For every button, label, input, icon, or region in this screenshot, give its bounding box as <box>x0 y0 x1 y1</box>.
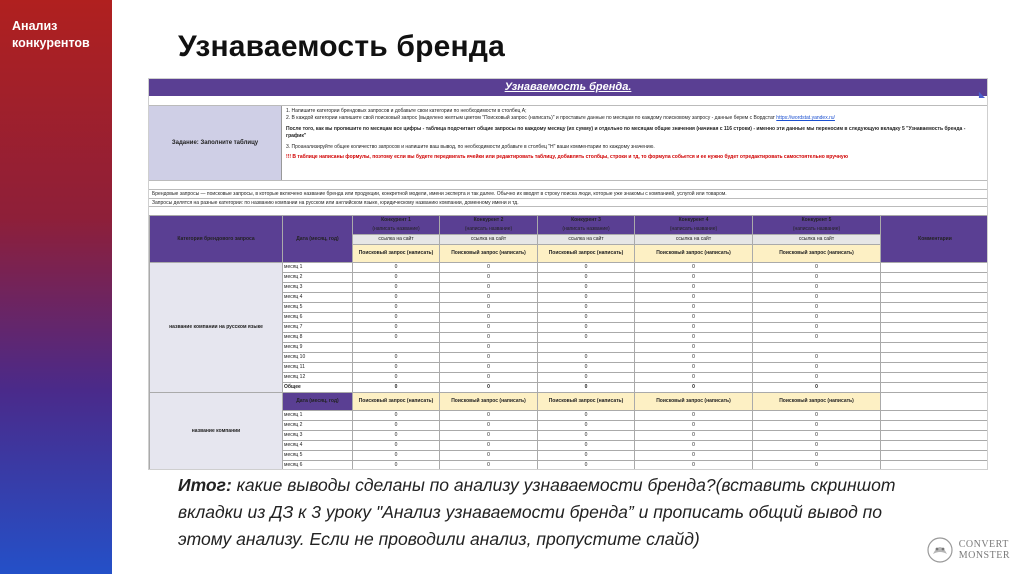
value-cell: 0 <box>440 303 538 313</box>
month-cell: месяц 2 <box>283 273 353 283</box>
value-cell: 0 <box>440 343 538 353</box>
month-cell: месяц 3 <box>283 431 353 441</box>
value-cell: 0 <box>635 373 753 383</box>
value-cell: 0 <box>635 283 753 293</box>
banner-gap <box>149 90 987 106</box>
month-cell: месяц 11 <box>283 363 353 373</box>
value-cell: 0 <box>440 461 538 471</box>
month-cell: месяц 5 <box>283 303 353 313</box>
value-cell: 0 <box>440 363 538 373</box>
comment-cell <box>881 313 989 323</box>
request-cell: Поисковый запрос (написать) <box>538 245 635 263</box>
comment-header: Комментарии <box>881 216 989 263</box>
value-cell <box>538 343 635 353</box>
competitor-name: Конкурент 5 <box>801 217 832 223</box>
value-cell: 0 <box>635 303 753 313</box>
value-cell: 0 <box>538 421 635 431</box>
comment-cell <box>881 441 989 451</box>
value-cell: 0 <box>635 273 753 283</box>
competitor-header <box>440 216 538 235</box>
value-cell: 0 <box>635 343 753 353</box>
value-cell: 0 <box>753 283 881 293</box>
comment-cell <box>881 383 989 393</box>
value-cell: 0 <box>635 451 753 461</box>
info-brand-queries: Брендовые запросы — поисковые запросы, в которые включено название бренда или продукции, конкретной модели, имени эксперта и так далее. Обычно их вводят в строку поиска люди, которые уже знакомы с компанией, услугой или товаром. <box>149 189 987 198</box>
request-cell: Поисковый запрос (написать) <box>440 393 538 411</box>
task-line <box>286 126 983 140</box>
competitor-note: (написать название) <box>464 226 513 232</box>
value-cell: 0 <box>538 293 635 303</box>
value-cell: 0 <box>538 363 635 373</box>
value-cell: 0 <box>635 313 753 323</box>
value-cell: 0 <box>753 323 881 333</box>
value-cell: 0 <box>353 363 440 373</box>
competitor-note: (написать название) <box>792 226 841 232</box>
value-cell: 0 <box>353 411 440 421</box>
value-cell: 0 <box>635 363 753 373</box>
month-cell: месяц 12 <box>283 373 353 383</box>
competitor-name: Конкурент 3 <box>571 217 601 223</box>
month-cell: месяц 4 <box>283 441 353 451</box>
value-cell: 0 <box>538 323 635 333</box>
total-cell: 0 <box>635 383 753 393</box>
value-cell: 0 <box>440 293 538 303</box>
comment-cell <box>881 353 989 363</box>
category-header: Категория брендового запроса <box>150 216 283 263</box>
value-cell: 0 <box>753 333 881 343</box>
comment-cell <box>881 303 989 313</box>
value-cell: 0 <box>635 353 753 363</box>
comment-cell <box>881 461 989 471</box>
value-cell: 0 <box>635 411 753 421</box>
value-cell: 0 <box>440 441 538 451</box>
value-cell: 0 <box>440 373 538 383</box>
comment-cell <box>881 283 989 293</box>
wordstat-link[interactable]: https://wordstat.yandex.ru/ <box>776 115 835 121</box>
comment-cell <box>881 411 989 421</box>
value-cell: 0 <box>538 451 635 461</box>
date-header-repeat: Дата (месяц, год) <box>283 393 353 411</box>
value-cell: 0 <box>753 451 881 461</box>
value-cell: 0 <box>440 283 538 293</box>
month-cell: месяц 6 <box>283 313 353 323</box>
value-cell: 0 <box>538 461 635 471</box>
value-cell: 0 <box>753 421 881 431</box>
task-line <box>286 144 983 151</box>
conclusion-label: Итог: <box>178 475 232 495</box>
site-link-cell: ссылка на сайт <box>440 235 538 245</box>
value-cell: 0 <box>753 373 881 383</box>
total-cell: 0 <box>753 383 881 393</box>
value-cell: 0 <box>440 353 538 363</box>
value-cell: 0 <box>440 323 538 333</box>
site-link-cell: ссылка на сайт <box>353 235 440 245</box>
month-cell: месяц 5 <box>283 451 353 461</box>
value-cell: 0 <box>538 303 635 313</box>
logo-line1: CONVERT <box>958 539 1009 550</box>
value-cell: 0 <box>635 431 753 441</box>
value-cell: 0 <box>440 263 538 273</box>
value-cell: 0 <box>635 323 753 333</box>
value-cell: 0 <box>538 333 635 343</box>
value-cell: 0 <box>753 303 881 313</box>
value-cell: 0 <box>440 451 538 461</box>
task-text <box>282 106 987 180</box>
logo-line2: MONSTER <box>958 550 1010 561</box>
value-cell: 0 <box>353 421 440 431</box>
value-cell: 0 <box>635 461 753 471</box>
value-cell: 0 <box>353 313 440 323</box>
total-label-cell: Общее <box>283 383 353 393</box>
value-cell: 0 <box>635 333 753 343</box>
site-link-cell: ссылка на сайт <box>538 235 635 245</box>
month-cell: месяц 8 <box>283 333 353 343</box>
sheet-banner: Узнаваемость бренда. <box>149 79 987 96</box>
site-link-cell: ссылка на сайт <box>753 235 881 245</box>
month-cell: месяц 4 <box>283 293 353 303</box>
comment-cell <box>881 263 989 273</box>
value-cell: 0 <box>353 333 440 343</box>
value-cell <box>353 343 440 353</box>
request-cell: Поисковый запрос (написать) <box>353 245 440 263</box>
month-cell: месяц 2 <box>283 421 353 431</box>
value-cell: 0 <box>353 293 440 303</box>
comment-cell <box>881 431 989 441</box>
table-row <box>150 263 989 273</box>
competitor-name: Конкурент 1 <box>381 217 411 223</box>
task-line-text: 1. Напишите категории брендовых запросов и добавьте свои категории по необходимости в столбец A; <box>286 108 527 114</box>
spreadsheet-screenshot <box>148 78 988 470</box>
task-label: Задание: Заполните таблицу <box>149 106 282 180</box>
value-cell: 0 <box>538 441 635 451</box>
competitor-note: (написать название) <box>669 226 718 232</box>
value-cell: 0 <box>353 303 440 313</box>
category-cell: название компании на русском языке <box>150 263 283 393</box>
value-cell: 0 <box>635 293 753 303</box>
value-cell: 0 <box>635 421 753 431</box>
value-cell: 0 <box>538 373 635 383</box>
value-cell: 0 <box>440 411 538 421</box>
competitor-name: Конкурент 4 <box>678 217 709 223</box>
competitor-note: (написать название) <box>372 226 420 232</box>
value-cell: 0 <box>753 263 881 273</box>
value-cell: 0 <box>538 313 635 323</box>
conclusion-text <box>178 472 918 553</box>
comment-cell <box>881 451 989 461</box>
comment-cell <box>881 273 989 283</box>
value-cell: 0 <box>353 323 440 333</box>
request-cell: Поисковый запрос (написать) <box>635 245 753 263</box>
comment-cell <box>881 393 989 411</box>
value-cell: 0 <box>538 411 635 421</box>
month-cell: месяц 1 <box>283 263 353 273</box>
competitor-header <box>753 216 881 235</box>
comment-cell <box>881 421 989 431</box>
value-cell: 0 <box>753 273 881 283</box>
value-cell: 0 <box>440 431 538 441</box>
value-cell: 0 <box>440 313 538 323</box>
comment-cell <box>881 333 989 343</box>
date-header: Дата (месяц, год) <box>283 216 353 263</box>
value-cell: 0 <box>440 273 538 283</box>
monster-logo-icon <box>926 536 954 564</box>
request-cell: Поисковый запрос (написать) <box>635 393 753 411</box>
value-cell: 0 <box>353 273 440 283</box>
task-block <box>149 106 987 181</box>
total-cell: 0 <box>440 383 538 393</box>
month-cell: месяц 1 <box>283 411 353 421</box>
value-cell: 0 <box>753 353 881 363</box>
comment-cell <box>881 343 989 353</box>
competitor-header <box>635 216 753 235</box>
value-cell: 0 <box>440 333 538 343</box>
site-link-cell: ссылка на сайт <box>635 235 753 245</box>
header-row <box>150 216 989 235</box>
total-cell: 0 <box>538 383 635 393</box>
value-cell: 0 <box>538 273 635 283</box>
task-line-text: 2. В каждой категории напишите свой поисковый запрос (выделено желтым цветом "Поисковый запрос (написать)" и проставьте данные по месяцам по каждому поисковому запросу - данные берем с Вордстат <box>286 115 775 121</box>
task-line <box>286 154 983 161</box>
competitor-name: Конкурент 2 <box>473 217 504 223</box>
value-cell: 0 <box>353 441 440 451</box>
value-cell: 0 <box>753 431 881 441</box>
competitor-note: (написать название) <box>562 226 610 232</box>
request-cell: Поисковый запрос (написать) <box>440 245 538 263</box>
total-cell: 0 <box>353 383 440 393</box>
request-cell: Поисковый запрос (написать) <box>353 393 440 411</box>
value-cell: 0 <box>753 293 881 303</box>
competitor-header <box>538 216 635 235</box>
category-cell: название компании <box>150 393 283 471</box>
value-cell: 0 <box>440 421 538 431</box>
month-cell: месяц 6 <box>283 461 353 471</box>
value-cell: 0 <box>353 353 440 363</box>
task-line-text: !!! В таблице написаны формулы, поэтому если вы будете передвигать ячейки или редактировать таблицу, добавлять столбцы, строки и тд, то формула собьется и ее нужно будет отредактировать самостоятельно вручную <box>286 154 848 160</box>
page-title: Узнаваемость бренда <box>178 30 505 63</box>
task-line <box>286 108 983 115</box>
sidebar-title: Анализ конкурентов <box>12 19 90 50</box>
value-cell: 0 <box>538 431 635 441</box>
sidebar <box>0 0 112 574</box>
value-cell: 0 <box>353 431 440 441</box>
comment-cell <box>881 363 989 373</box>
value-cell: 0 <box>353 451 440 461</box>
comment-cell <box>881 293 989 303</box>
month-cell: месяц 9 <box>283 343 353 353</box>
value-cell: 0 <box>538 263 635 273</box>
convert-monster-logo <box>926 536 1010 564</box>
request-cell: Поисковый запрос (написать) <box>753 393 881 411</box>
info-query-categories: Запросы делятся на разные категории: по названию компании на русском или английском языке, юридическому названию компании, доменному имени и тд. <box>149 198 987 207</box>
task-line-text: 3. Проанализируйте общее количество запросов и напишите ваш вывод, по необходимости добавьте в столбец "Н" ваши комментарии по каждому значению. <box>286 144 655 150</box>
value-cell: 0 <box>538 283 635 293</box>
comment-cell <box>881 373 989 383</box>
value-cell: 0 <box>353 283 440 293</box>
comment-cell <box>881 323 989 333</box>
request-cell: Поисковый запрос (написать) <box>538 393 635 411</box>
value-cell: 0 <box>635 263 753 273</box>
conclusion-body: какие выводы сделаны по анализу узнаваемости бренда?(вставить скриншот вкладки из ДЗ к 3 уроку "Анализ узнаваемости бренда” и прописать общий вывод по этому анализу. Если не проводили анализ, пропустите слайд) <box>178 475 896 549</box>
group2-header-row <box>150 393 989 411</box>
month-cell: месяц 3 <box>283 283 353 293</box>
value-cell: 0 <box>753 441 881 451</box>
month-cell: месяц 7 <box>283 323 353 333</box>
brand-table <box>149 215 988 470</box>
value-cell: 0 <box>353 373 440 383</box>
competitor-header <box>353 216 440 235</box>
value-cell: 0 <box>753 363 881 373</box>
value-cell: 0 <box>753 461 881 471</box>
value-cell <box>753 343 881 353</box>
request-cell: Поисковый запрос (написать) <box>753 245 881 263</box>
value-cell: 0 <box>353 461 440 471</box>
scroll-arrow-icon: ◣ <box>978 90 985 99</box>
value-cell: 0 <box>753 411 881 421</box>
value-cell: 0 <box>635 441 753 451</box>
value-cell: 0 <box>538 353 635 363</box>
value-cell: 0 <box>353 263 440 273</box>
value-cell: 0 <box>753 313 881 323</box>
task-line <box>286 115 983 122</box>
month-cell: месяц 10 <box>283 353 353 363</box>
task-line-text: После того, как вы пропишите по месяцам все цифры - таблица подсчитает общие запросы по каждому месяцу (их сумму) и отдельно по месяцам общие значения (начиная с 116 строки) - именно эти данные мы переносим в следующую вкладку 5 "Узнаваемость бренда - график" <box>286 126 966 139</box>
